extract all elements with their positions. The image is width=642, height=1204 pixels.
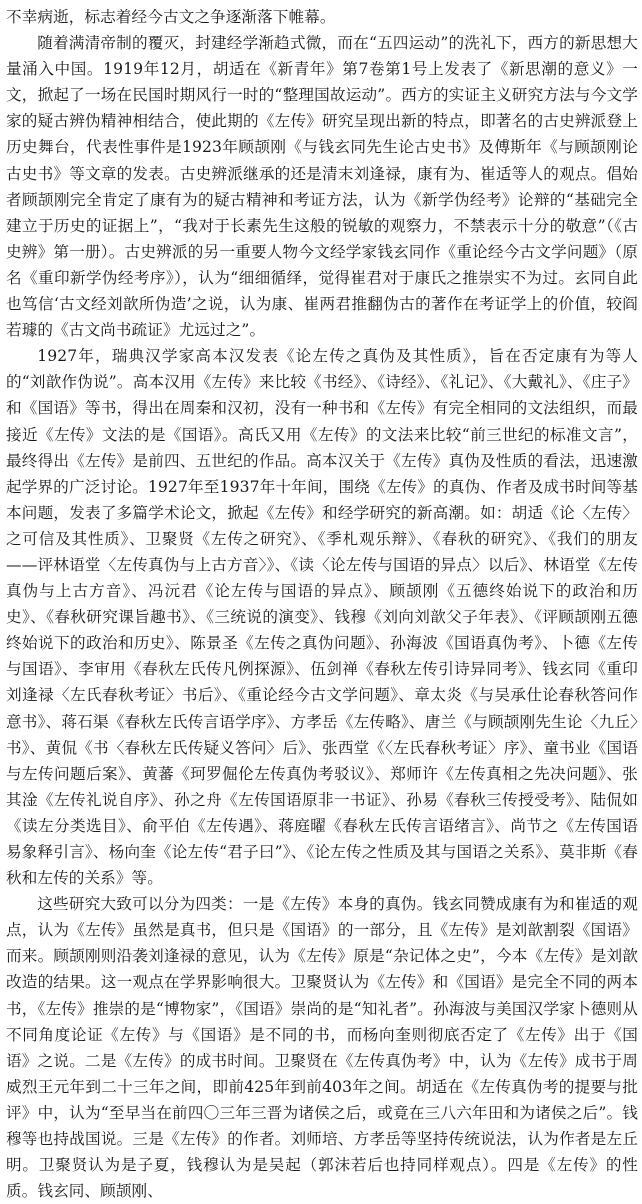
paragraph-gushibian: 随着满清帝制的覆灭，封建经学渐趋式微，而在“五四运动”的洗礼下，西方的新思想大量涌入中国。1919年12月，胡适在《新青年》第7卷第1号上发表了《新思潮的意义》一文，掀起了一场在民国时期风行一时的“整理国故运动”。西方的实证主义研究方法与今文学家的疑古辨伪精神相结合，使此期的《左传》研究呈现出新的特点，即著名的古史辨派登上历史舞台，代表性事件是1923年顾颉刚《与钱玄同先生论古史书》及傅斯年《与顾颉刚论古史书》等文章的发表。古史辨派继承的还是清末刘逢禄，康有为、崔适等人的观点。倡始者顾颉刚完全肯定了康有为的疑古精神和考证方法，认为《新学伪经考》论辩的“基础完全建立于历史的证据上”，“我对于长素先生这般的锐敏的观察力，不禁表示十分的敬意”（《古史辨》第一册）。古史辨派的另一重要人物今文经学家钱玄同作《重论经今古文学问题》（原名《重印新学伪经考序》），认为“细细循绎，觉得崔君对于康氏之推崇实不为过。玄同自此也笃信‘古文经刘歆所伪造’之说，认为康、崔两君推翻伪古的著作在考证学上的价值，较阎若璩的《古文尚书疏证》尤远过之”。 [6,34,638,340]
paragraph-continuation: 不幸病逝，标志着经今古文之争逐渐落下帷幕。 [6,8,336,26]
paragraph-four-categories: 这些研究大致可以分为四类：一是《左传》本身的真伪。钱玄同赞成康有为和崔适的观点，认为《左传》虽然是真书，但只是《国语》的一部分，且《左传》是刘歆割裂《国语》而来。顾颉刚则沿袭刘逢禄的意见，认为《左传》原是“杂记体之史”，今本《左传》是刘歆改造的结果。这一观点在学界影响很大。卫聚贤认为《左传》和《国语》是完全不同的两本书，《左传》推崇的是“博物家”，《国语》崇尚的是“知礼者”。孙海波与美国汉学家卜德则从不同角度论证《左传》与《国语》是不同的书，而杨向奎则彻底否定了《左传》出于《国语》之说。二是《左传》的成书时间。卫聚贤在《左传真伪考》中，认为《左传》成书于周威烈王元年到二十三年之间，即前425年到前403年之间。胡适在《左传真伪考的提要与批评》中，认为“至早当在前四〇三年三晋为诸侯之后，或竟在三八六年田和为诸侯之后”。钱穆等也持战国说。三是《左传》的作者。刘师培、方孝岳等坚持传统说法，认为作者是左丘明。卫聚贤认为是子夏，钱穆认为是吴起（郭沫若后也持同样观点）。四是《左传》的性质。钱玄同、顾颉刚、 [6,895,638,1201]
paragraph-karlgren: 1927年，瑞典汉学家高本汉发表《论左传之真伪及其性质》，旨在否定康有为等人的“刘歆作伪说”。高本汉用《左传》来比较《书经》、《诗经》、《礼记》、《大戴礼》、《庄子》和《国语》等书，得出在周秦和汉初，没有一种书和《左传》有完全相同的文法组织，而最接近《左传》文法的是《国语》。高氏又用《左传》的文法来比较“前三世纪的标准文言”，最终得出《左传》是前四、五世纪的作品。高本汉关于《左传》真伪及性质的看法，迅速激起学界的广泛讨论。1927年至1937年十年间，围绕《左传》的真伪、作者及成书时间等基本问题，发表了多篇学术论文，掀起《左传》和经学研究的新高潮。如：胡适《论〈左传〉之可信及其性质》、卫聚贤《左传之研究》、《季札观乐辩》、《春秋的研究》、《我们的朋友——评林语堂〈左传真伪与上古方音〉》、《读〈论左传与国语的异点〉以后》、林语堂《左传真伪与上古方音》、冯沅君《论左传与国语的异点》、顾颉刚《五德终始说下的政治和历史》、《春秋研究课旨趣书》、《三统说的演变》、钱穆《刘向刘歆父子年表》、《评顾颉刚五德终始说下的政治和历史》、陈景圣《左传之真伪问题》、孙海波《国语真伪考》、卜德《左传与国语》、李审用《春秋左氏传凡例探源》、伍剑禅《春秋左传引诗异同考》、钱玄同《重印刘逢禄〈左氏春秋考证〉书后》、《重论经今古文学问题》、章太炎《与吴承仕论春秋答问作意书》、蒋石渠《春秋左氏传言语学序》、方孝岳《左传略》、唐兰《与顾颉刚先生论〈九丘〉书》、黄侃《书〈春秋左氏传疑义答问〉后》、张西堂《〈左氏春秋考证〉序》、童书业《国语与左传问题后案》、黄蕃《珂罗倔伦左传真伪考驳议》、郑师许《左传真相之先决问题》、张其淦《左传礼说自序》、孙之舟《左传国语原非一书证》、孙易《春秋三传授受考》、陆侃如《读左分类选目》、俞平伯《左传遇》、蒋庭曜《春秋左氏传言语绪言》、尚节之《左传国语易象释引言》、杨向奎《论左传“君子曰”》、《论左传之性质及其与国语之关系》、莫非斯《春秋和左传的关系》等。 [6,347,638,888]
